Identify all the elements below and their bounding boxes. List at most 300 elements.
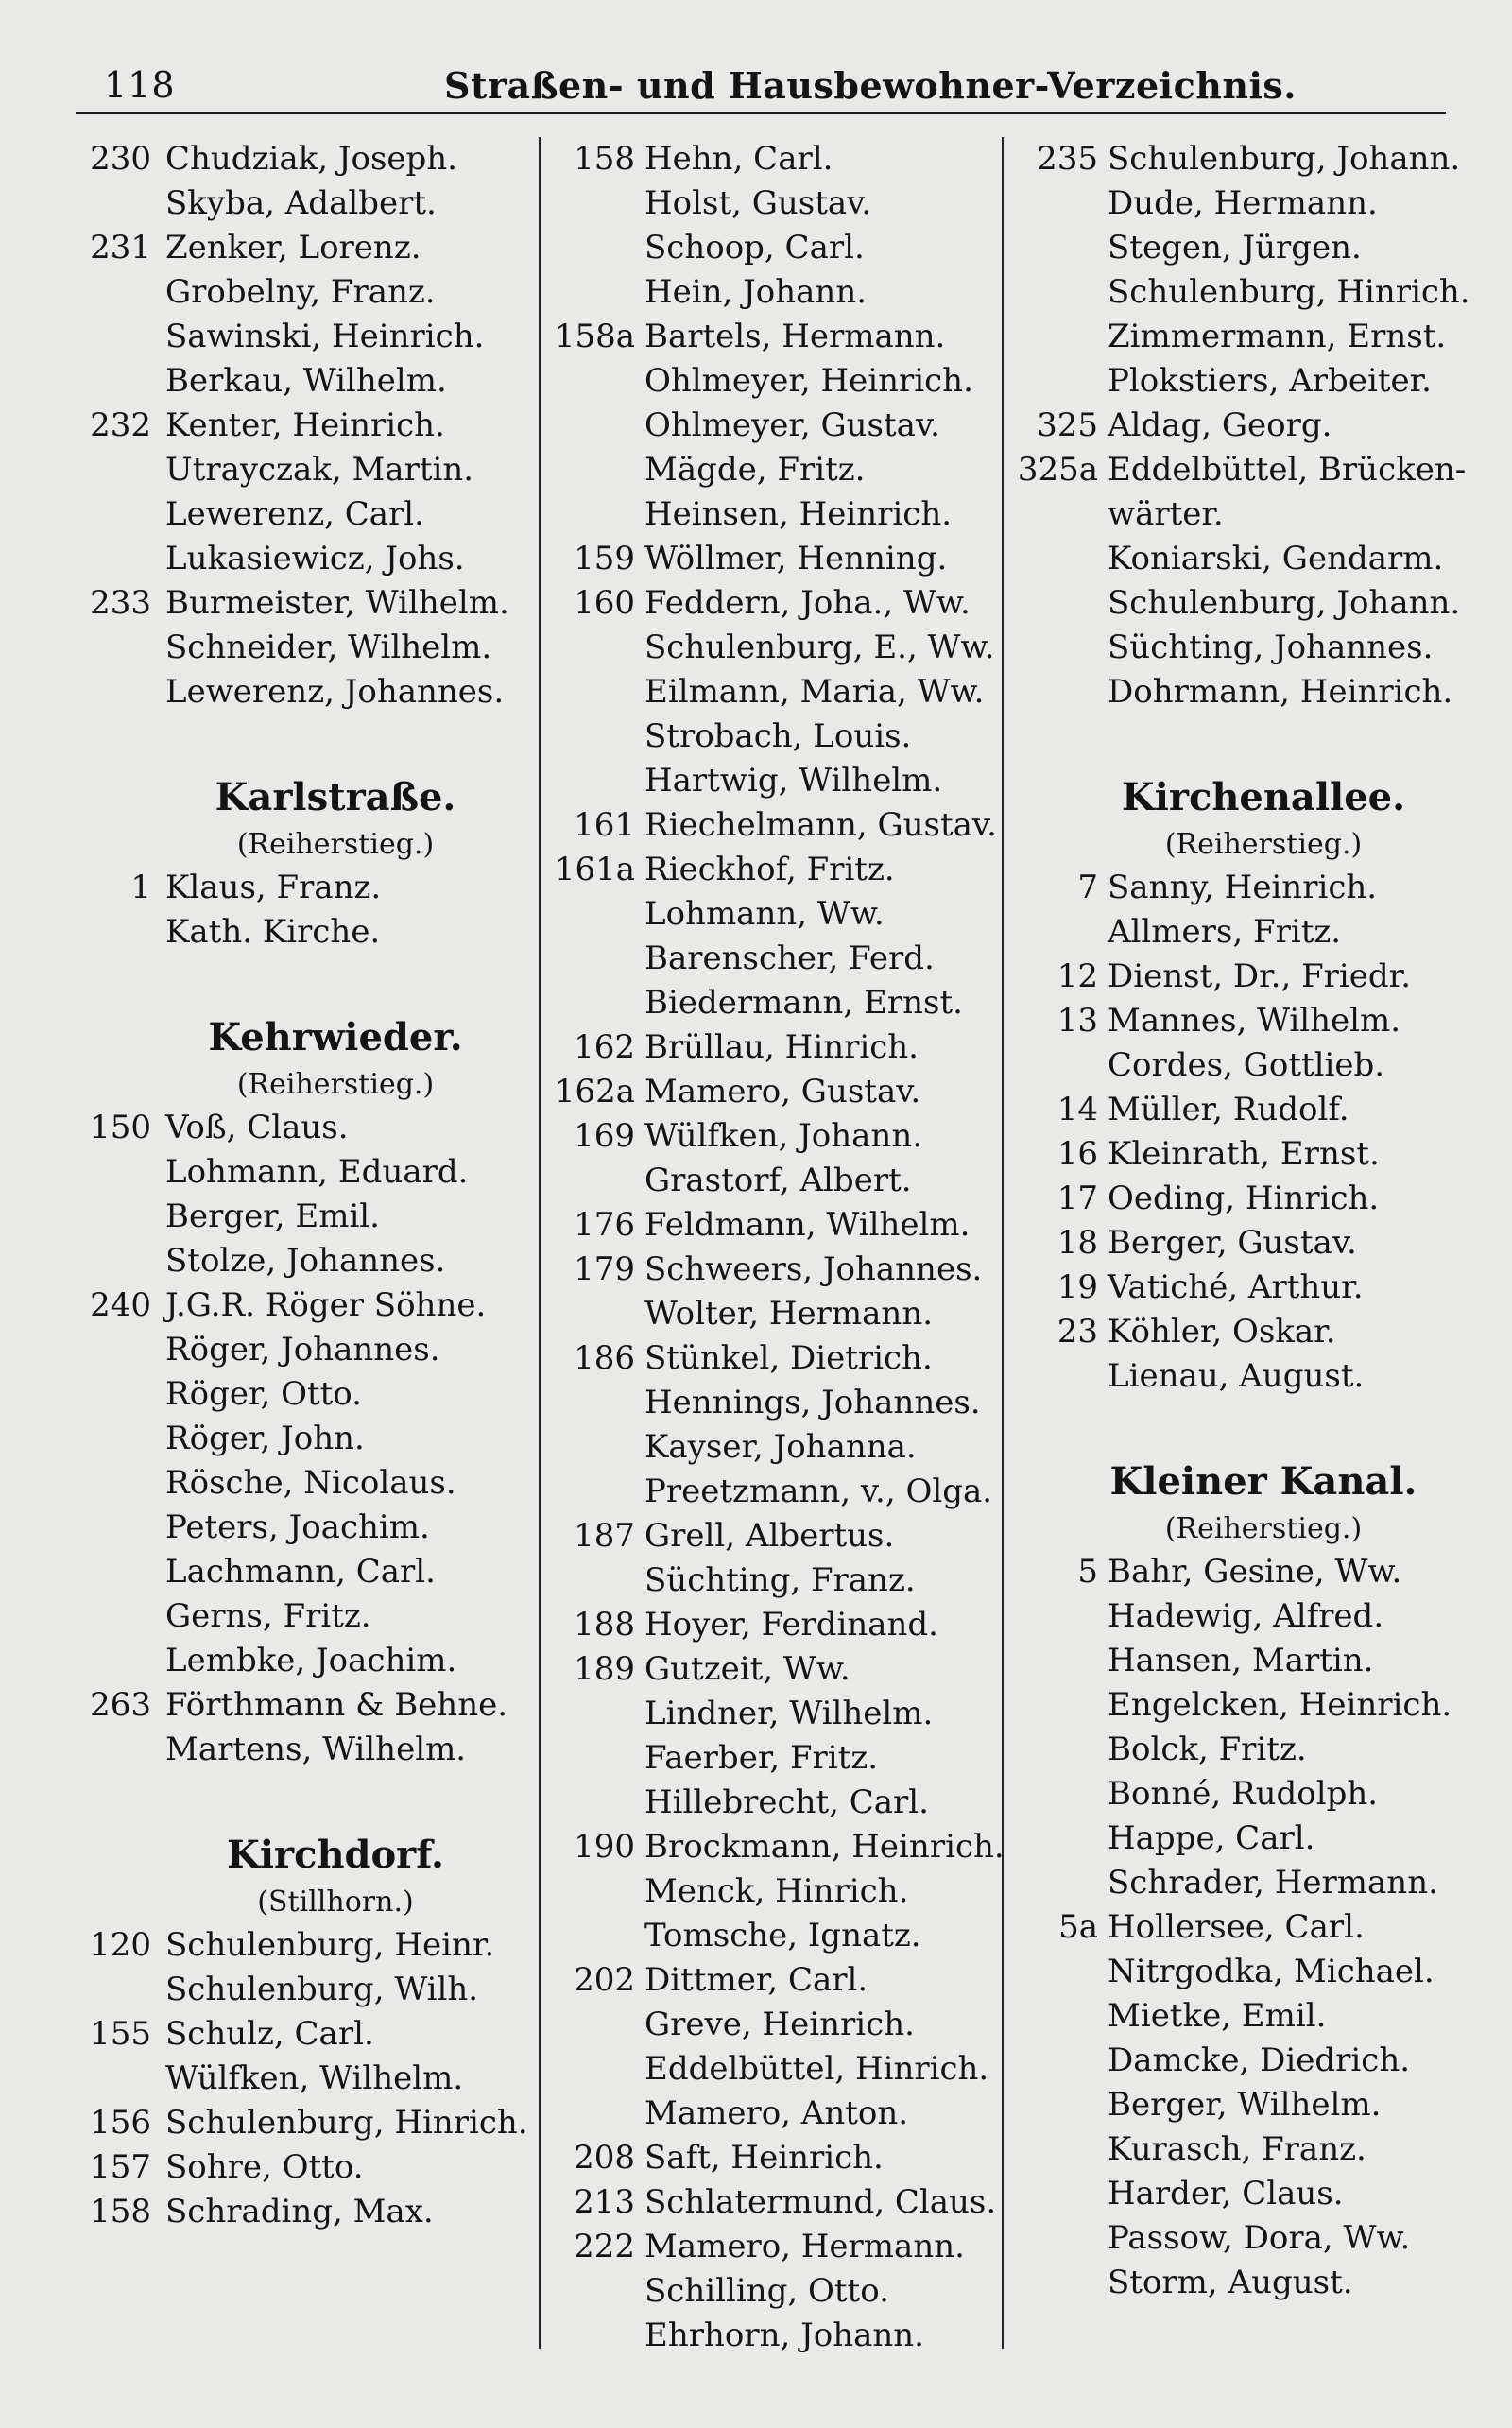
resident-entry (541, 937, 1004, 981)
house-number: 14 (1057, 1091, 1098, 1128)
resident-entry (76, 537, 539, 581)
resident-name: Brockmann, Heinrich. (644, 1828, 1005, 1866)
house-number: 161 (574, 806, 635, 844)
resident-entry (76, 1968, 539, 2012)
resident-name: Mannes, Wilhelm. (1108, 1002, 1401, 1040)
house-number: 233 (90, 584, 151, 622)
district-label: (Reiherstieg.) (1164, 1512, 1363, 1545)
resident-entry (76, 2057, 539, 2101)
resident-entry (76, 1550, 539, 1594)
resident-name: Zenker, Lorenz. (165, 229, 421, 267)
resident-entry (1004, 448, 1467, 492)
resident-entry (1004, 1310, 1467, 1354)
resident-entry (541, 1070, 1004, 1114)
house-number: 208 (574, 2139, 635, 2177)
resident-name: Feldmann, Wilhelm. (644, 1206, 971, 1244)
resident-name: J.G.R. Röger Söhne. (165, 1286, 487, 1324)
resident-entry (1004, 226, 1467, 270)
resident-entry (541, 626, 1004, 670)
resident-entry (76, 1150, 539, 1195)
resident-entry (76, 359, 539, 404)
resident-entry (1004, 1639, 1467, 1683)
resident-entry (541, 1336, 1004, 1381)
page-number: 118 (104, 64, 176, 106)
resident-name: Eilmann, Maria, Ww. (644, 673, 985, 711)
resident-entry (1004, 999, 1467, 1043)
resident-name: Mamero, Hermann. (644, 2228, 965, 2265)
resident-entry (541, 448, 1004, 492)
resident-name: Kayser, Johanna. (644, 1428, 917, 1466)
resident-entry (541, 492, 1004, 537)
resident-name: Bartels, Hermann. (644, 318, 946, 355)
house-number: 5a (1058, 1908, 1098, 1946)
house-number: 159 (574, 540, 635, 577)
house-number: 190 (574, 1828, 635, 1866)
resident-name: Lewerenz, Carl. (165, 495, 424, 533)
resident-name: Gutzeit, Ww. (644, 1650, 850, 1688)
resident-name: Berger, Wilhelm. (1108, 2086, 1382, 2124)
resident-entry (76, 1506, 539, 1550)
resident-entry (541, 1736, 1004, 1781)
resident-name: Koniarski, Gendarm. (1108, 540, 1444, 577)
resident-entry (541, 1114, 1004, 1159)
resident-entry (541, 2314, 1004, 2358)
resident-name: Faerber, Fritz. (644, 1739, 879, 1777)
house-number: 158 (90, 2193, 151, 2230)
resident-name: Rieckhof, Fritz. (644, 851, 895, 888)
page-header (76, 55, 1446, 114)
resident-name: Wülfken, Johann. (644, 1117, 923, 1155)
resident-entry (541, 1159, 1004, 1203)
resident-entry (1004, 1994, 1467, 2039)
resident-entry (1004, 492, 1467, 537)
resident-name: Chudziak, Joseph. (165, 140, 457, 178)
resident-entry (541, 2003, 1004, 2047)
resident-name: Zimmermann, Ernst. (1108, 318, 1447, 355)
resident-entry (1004, 404, 1467, 448)
resident-name: Berger, Gustav. (1108, 1224, 1357, 1262)
resident-entry (76, 2145, 539, 2190)
house-number: 213 (574, 2183, 635, 2221)
resident-entry (541, 759, 1004, 803)
resident-name: Hadewig, Alfred. (1108, 1597, 1384, 1635)
resident-name: Schulenburg, Hinrich. (1108, 273, 1470, 311)
resident-entry (76, 315, 539, 359)
resident-entry (76, 181, 539, 226)
resident-name: Stünkel, Dietrich. (644, 1339, 933, 1377)
resident-name: Lembke, Joachim. (165, 1642, 457, 1679)
resident-entry (76, 1195, 539, 1239)
resident-name: Rösche, Nicolaus. (165, 1464, 456, 1502)
resident-entry (541, 2136, 1004, 2180)
resident-entry (76, 492, 539, 537)
resident-name: Schulz, Carl. (165, 2015, 374, 2053)
resident-entry (1004, 137, 1467, 181)
resident-name: Mamero, Gustav. (644, 1073, 921, 1111)
resident-entry (541, 2269, 1004, 2314)
house-number: 13 (1057, 1002, 1098, 1040)
resident-entry (1004, 1817, 1467, 1861)
resident-name: Schulenburg, Johann. (1108, 584, 1461, 622)
resident-name: Röger, John. (165, 1420, 365, 1457)
district-label: (Reiherstieg.) (1164, 828, 1363, 861)
resident-name: Schulenburg, Wilh. (165, 1971, 479, 2008)
resident-entry (76, 270, 539, 315)
resident-name: Schrading, Max. (165, 2193, 434, 2230)
resident-name: Hollersee, Carl. (1108, 1908, 1365, 1946)
street-heading: Kirchdorf. (227, 1833, 444, 1877)
resident-entry (76, 2101, 539, 2145)
resident-name: Wülfken, Wilhelm. (165, 2059, 464, 2097)
resident-entry (1004, 1177, 1467, 1221)
resident-entry (541, 1825, 1004, 1869)
resident-name: Menck, Hinrich. (644, 1872, 909, 1910)
resident-entry (76, 1328, 539, 1372)
resident-entry (1004, 1728, 1467, 1772)
resident-name: Schulenburg, E., Ww. (644, 629, 995, 666)
resident-name: Saft, Heinrich. (644, 2139, 884, 2177)
house-number: 16 (1057, 1135, 1098, 1173)
resident-name: Lukasiewicz, Johs. (165, 540, 465, 577)
resident-name: Kleinrath, Ernst. (1108, 1135, 1380, 1173)
resident-entry (541, 1647, 1004, 1692)
resident-entry (541, 1025, 1004, 1070)
house-number: 17 (1057, 1180, 1098, 1217)
house-number: 232 (90, 406, 151, 444)
house-number: 157 (90, 2148, 151, 2186)
resident-entry (1004, 866, 1467, 910)
resident-name: Gerns, Fritz. (165, 1597, 371, 1635)
resident-entry (1004, 1905, 1467, 1950)
house-number: 23 (1057, 1313, 1098, 1351)
house-number: 231 (90, 229, 151, 267)
resident-name: Ohlmeyer, Heinrich. (644, 362, 973, 400)
resident-name: Bonné, Rudolph. (1108, 1775, 1379, 1813)
resident-entry (76, 1728, 539, 1772)
resident-entry (1004, 1861, 1467, 1905)
resident-name: Bolck, Fritz. (1108, 1731, 1307, 1768)
resident-entry (541, 226, 1004, 270)
house-number: 150 (90, 1109, 151, 1146)
resident-entry (1004, 1266, 1467, 1310)
resident-entry (1004, 1132, 1467, 1177)
street-heading: Kehrwieder. (208, 1015, 463, 1059)
resident-entry (1004, 2127, 1467, 2172)
house-number: 18 (1057, 1224, 1098, 1262)
house-number: 240 (90, 1286, 151, 1324)
resident-entry (541, 1381, 1004, 1425)
resident-entry (541, 1869, 1004, 1914)
resident-name: Mietke, Emil. (1108, 1997, 1327, 2035)
resident-entry (541, 537, 1004, 581)
resident-name: Cordes, Gottlieb. (1108, 1046, 1385, 1084)
resident-name: Preetzmann, v., Olga. (644, 1472, 993, 1510)
resident-name: Lindner, Wilhelm. (644, 1695, 934, 1732)
resident-name: Wöllmer, Henning. (644, 540, 948, 577)
resident-name: Grell, Albertus. (644, 1517, 895, 1555)
house-number: 222 (574, 2228, 635, 2265)
house-number: 156 (90, 2104, 151, 2142)
resident-entry (76, 226, 539, 270)
resident-entry (541, 670, 1004, 715)
house-number: 161a (554, 851, 635, 888)
page-title: Straßen- und Hausbewohner-Verzeichnis. (444, 64, 1297, 107)
resident-name: Sawinski, Heinrich. (165, 318, 485, 355)
resident-entry (541, 981, 1004, 1025)
resident-name: Süchting, Johannes. (1108, 629, 1434, 666)
resident-entry (76, 1239, 539, 1283)
resident-entry (541, 1203, 1004, 1248)
house-number: 12 (1057, 957, 1098, 995)
resident-entry (541, 581, 1004, 626)
resident-entry (1004, 1683, 1467, 1728)
resident-name: Storm, August. (1108, 2264, 1353, 2301)
resident-entry (76, 670, 539, 715)
resident-name: Eddelbüttel, Brücken- (1108, 451, 1467, 489)
resident-name: Stolze, Johannes. (165, 1242, 446, 1280)
resident-name: Schlatermund, Claus. (644, 2183, 997, 2221)
resident-name: Riechelmann, Gustav. (644, 806, 997, 844)
directory-column-2 (539, 137, 1005, 2354)
resident-entry (76, 866, 539, 910)
resident-name: Ohlmeyer, Gustav. (644, 406, 940, 444)
resident-name: Berkau, Wilhelm. (165, 362, 447, 400)
directory-column-3 (1002, 137, 1470, 2349)
resident-entry (1004, 270, 1470, 315)
resident-name: Röger, Johannes. (165, 1331, 440, 1369)
resident-entry (541, 359, 1004, 404)
resident-entry (541, 2047, 1004, 2092)
resident-entry (76, 1923, 539, 1968)
resident-name: Schulenburg, Johann. (1108, 140, 1461, 178)
resident-name: Berger, Emil. (165, 1197, 380, 1235)
house-number: 5 (1077, 1553, 1098, 1591)
house-number: 202 (574, 1961, 635, 1999)
resident-name: Lohmann, Eduard. (165, 1153, 469, 1191)
resident-name: Martens, Wilhelm. (165, 1731, 467, 1768)
resident-name: Schneider, Wilhelm. (165, 629, 492, 666)
house-number: 162a (554, 1073, 635, 1111)
resident-name: Schilling, Otto. (644, 2272, 889, 2310)
resident-entry (1004, 537, 1467, 581)
street-heading: Kleiner Kanal. (1109, 1459, 1418, 1504)
resident-name: Mägde, Fritz. (644, 451, 866, 489)
resident-name: Grastorf, Albert. (644, 1162, 912, 1199)
resident-entry (541, 1292, 1004, 1336)
resident-entry (76, 1461, 539, 1506)
resident-name: Kenter, Heinrich. (165, 406, 445, 444)
resident-entry (1004, 315, 1467, 359)
resident-name: Bahr, Gesine, Ww. (1108, 1553, 1402, 1591)
resident-name: Müller, Rudolf. (1108, 1091, 1349, 1128)
resident-name: Oeding, Hinrich. (1108, 1180, 1380, 1217)
resident-entry (541, 1603, 1004, 1647)
resident-name: Grobelny, Franz. (165, 273, 436, 311)
resident-entry (541, 1425, 1004, 1470)
house-number: 179 (574, 1250, 635, 1288)
resident-name: Kath. Kirche. (165, 913, 381, 951)
resident-entry (1004, 1550, 1467, 1594)
resident-entry (1004, 626, 1467, 670)
resident-entry (1004, 181, 1467, 226)
resident-entry (541, 404, 1004, 448)
resident-name: Biedermann, Ernst. (644, 984, 963, 1022)
street-heading: Kirchenallee. (1121, 775, 1406, 819)
resident-name: Eddelbüttel, Hinrich. (644, 2050, 989, 2088)
district-label: (Reiherstieg.) (236, 828, 435, 861)
resident-name: Förthmann & Behne. (165, 1686, 508, 1724)
resident-name: Hennings, Johannes. (644, 1384, 981, 1421)
resident-entry (76, 137, 539, 181)
resident-name: Lohmann, Ww. (644, 895, 885, 933)
resident-name: Heinsen, Heinrich. (644, 495, 953, 533)
resident-entry (541, 181, 1004, 226)
resident-name: Passow, Dora, Ww. (1108, 2219, 1411, 2257)
house-number: 188 (574, 1606, 635, 1644)
resident-name: Sanny, Heinrich. (1108, 869, 1378, 906)
resident-name: Schulenburg, Heinr. (165, 1926, 495, 1964)
resident-name: Dienst, Dr., Friedr. (1108, 957, 1412, 995)
resident-entry (1004, 1772, 1467, 1817)
resident-entry (541, 1558, 1004, 1603)
resident-entry (1004, 1088, 1467, 1132)
resident-entry (1004, 1354, 1467, 1399)
resident-name: Hein, Johann. (644, 273, 868, 311)
directory-column-1 (76, 137, 539, 2349)
resident-name: Aldag, Georg. (1108, 406, 1332, 444)
resident-entry (541, 2225, 1004, 2269)
resident-name: Happe, Carl. (1108, 1819, 1315, 1857)
resident-name: Dohrmann, Heinrich. (1108, 673, 1453, 711)
resident-name: Lachmann, Carl. (165, 1553, 436, 1591)
resident-name: Schoop, Carl. (644, 229, 865, 267)
resident-name: Schweers, Johannes. (644, 1250, 983, 1288)
resident-entry (541, 1958, 1004, 2003)
resident-entry (1004, 1950, 1467, 1994)
resident-entry (76, 910, 539, 955)
resident-entry (76, 581, 539, 626)
resident-name: Nitrgodka, Michael. (1108, 1953, 1435, 1990)
resident-entry (76, 1372, 539, 1417)
resident-name: Engelcken, Heinrich. (1108, 1686, 1452, 1724)
house-number: 189 (574, 1650, 635, 1688)
resident-name: Greve, Heinrich. (644, 2006, 915, 2043)
resident-entry (541, 1514, 1004, 1558)
resident-entry (541, 315, 1004, 359)
district-label: (Reiherstieg.) (236, 1068, 435, 1101)
house-number: 187 (574, 1517, 635, 1555)
resident-entry (1004, 955, 1467, 999)
resident-entry (541, 1914, 1004, 1958)
resident-entry (541, 2092, 1004, 2136)
house-number: 169 (574, 1117, 635, 1155)
resident-entry (541, 892, 1004, 937)
resident-name: Hartwig, Wilhelm. (644, 762, 943, 800)
resident-entry (1004, 1594, 1467, 1639)
resident-name: Kurasch, Franz. (1108, 2130, 1366, 2168)
resident-entry (541, 715, 1004, 759)
resident-name: Hoyer, Ferdinand. (644, 1606, 938, 1644)
resident-name: Brüllau, Hinrich. (644, 1028, 919, 1066)
house-number: 160 (574, 584, 635, 622)
resident-entry (1004, 2039, 1467, 2083)
resident-name: Schulenburg, Hinrich. (165, 2104, 528, 2142)
resident-name: Ehrhorn, Johann. (644, 2316, 924, 2354)
resident-name: Strobach, Louis. (644, 717, 912, 755)
resident-entry (76, 404, 539, 448)
resident-name: Feddern, Joha., Ww. (644, 584, 971, 622)
house-number: 7 (1077, 869, 1098, 906)
resident-entry (76, 1106, 539, 1150)
resident-entry (76, 1639, 539, 1683)
resident-entry (541, 1781, 1004, 1825)
resident-name: Stegen, Jürgen. (1108, 229, 1362, 267)
resident-entry (1004, 359, 1467, 404)
house-number: 120 (90, 1926, 151, 1964)
house-number: 1 (130, 869, 151, 906)
resident-entry (541, 848, 1004, 892)
resident-entry (1004, 1043, 1467, 1088)
resident-entry (76, 1283, 539, 1328)
resident-name: Utrayczak, Martin. (165, 451, 474, 489)
house-number: 158a (554, 318, 635, 355)
resident-entry (541, 1248, 1004, 1292)
resident-name: Harder, Claus. (1108, 2175, 1344, 2213)
house-number: 186 (574, 1339, 635, 1377)
resident-entry (1004, 2083, 1467, 2127)
resident-entry (76, 448, 539, 492)
resident-name: Peters, Joachim. (165, 1508, 430, 1546)
resident-name: Damcke, Diedrich. (1108, 2041, 1411, 2079)
resident-name: Lienau, August. (1108, 1357, 1365, 1395)
resident-entry (76, 1683, 539, 1728)
resident-entry (1004, 910, 1467, 955)
resident-name: Vatiché, Arthur. (1108, 1268, 1364, 1306)
resident-entry (1004, 670, 1467, 715)
resident-name: Voß, Claus. (165, 1109, 349, 1146)
resident-name: Skyba, Adalbert. (165, 184, 437, 222)
resident-name: Allmers, Fritz. (1108, 913, 1342, 951)
resident-entry (76, 2190, 539, 2234)
resident-entry (76, 1417, 539, 1461)
house-number: 155 (90, 2015, 151, 2053)
resident-name: Dittmer, Carl. (644, 1961, 868, 1999)
resident-name: Köhler, Oskar. (1108, 1313, 1336, 1351)
house-number: 263 (90, 1686, 151, 1724)
resident-name: Barenscher, Ferd. (644, 939, 935, 977)
resident-entry (1004, 2216, 1467, 2261)
resident-name: Süchting, Franz. (644, 1561, 916, 1599)
resident-entry (1004, 581, 1467, 626)
resident-entry (76, 626, 539, 670)
district-label: (Stillhorn.) (257, 1886, 414, 1919)
resident-name: Dude, Hermann. (1108, 184, 1378, 222)
house-number: 176 (574, 1206, 635, 1244)
house-number: 162 (574, 1028, 635, 1066)
resident-entry (541, 1470, 1004, 1514)
resident-name: wärter. (1108, 495, 1224, 533)
house-number: 235 (1037, 140, 1098, 178)
resident-name: Hehn, Carl. (644, 140, 833, 178)
resident-entry (541, 137, 1004, 181)
resident-entry (76, 1594, 539, 1639)
resident-entry (76, 2012, 539, 2057)
house-number: 158 (574, 140, 635, 178)
street-heading: Karlstraße. (215, 775, 456, 819)
resident-name: Hansen, Martin. (1108, 1642, 1374, 1679)
resident-entry (1004, 2261, 1467, 2305)
house-number: 19 (1057, 1268, 1098, 1306)
